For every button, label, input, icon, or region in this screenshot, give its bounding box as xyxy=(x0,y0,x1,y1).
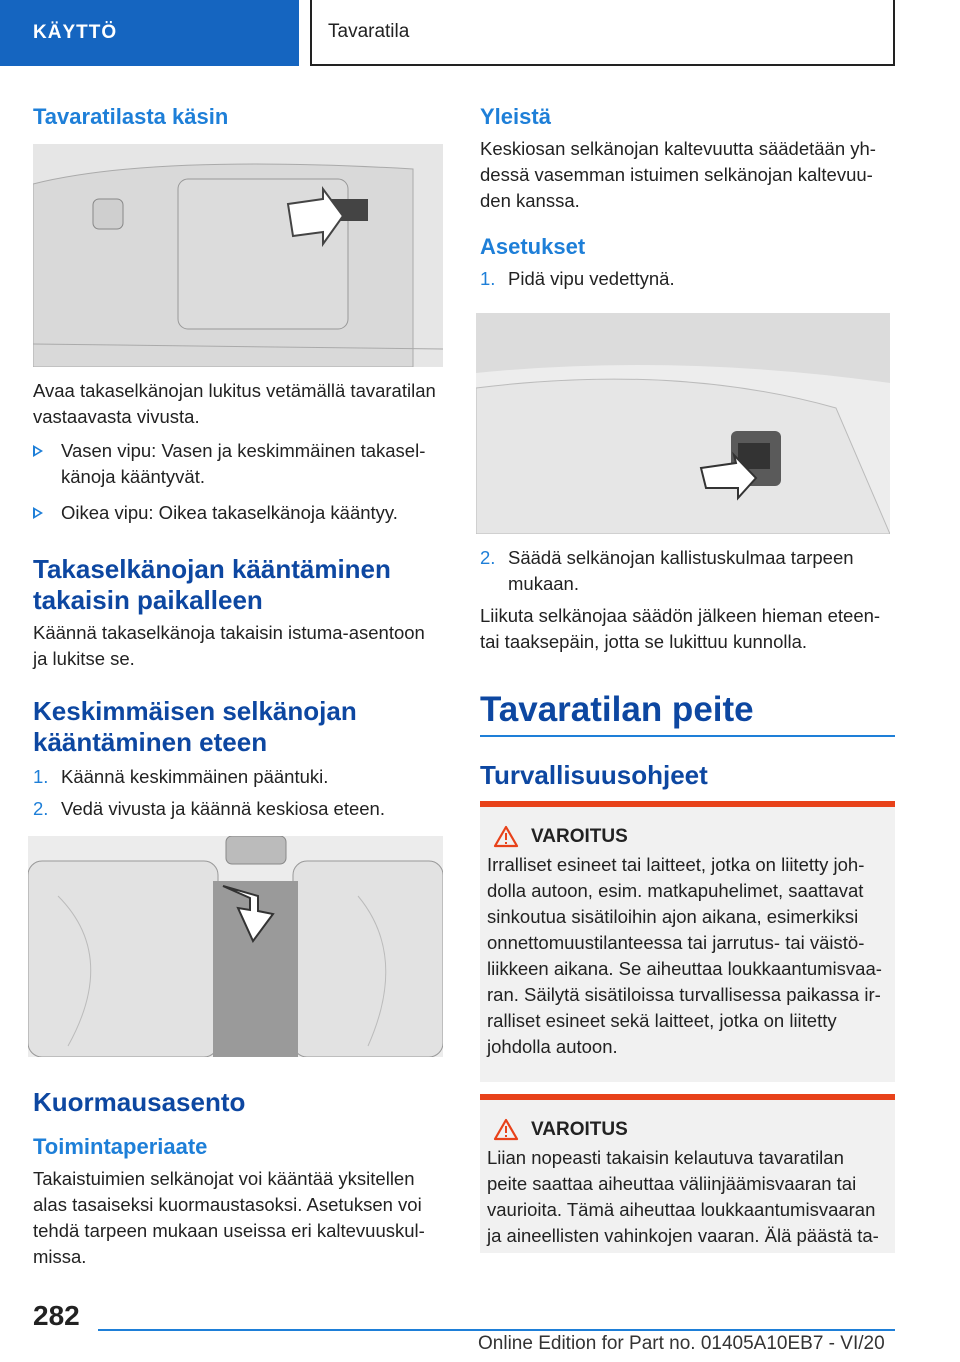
paragraph-takaistuimien: Takaistuimien selkänojat voi kääntää yksitellen alas tasaiseksi kuormaustasoksi. Asetuksen voi tehdä tarpeen mukaan useissa eri kaltevuuskul-missa. xyxy=(33,1168,425,1267)
triangle-bullet-icon xyxy=(33,507,43,519)
bullet-text: Oikea vipu: Oikea takaselkänoja kääntyy. xyxy=(61,502,398,523)
heading-tavaratilan-peite: Tavaratilan peite xyxy=(480,690,754,729)
step-number: 2. xyxy=(33,798,49,819)
paragraph-kaanna: Käännä takaselkänoja takaisin istuma-asentoon ja lukitse se. xyxy=(33,622,425,669)
step-text: Pidä vipu vedettynä. xyxy=(508,268,675,289)
warning-box xyxy=(480,1094,895,1253)
warning-text: Irralliset esineet tai laitteet, jotka on liitetty joh-dolla autoon, esim. matkapuhelimet, saattavat sinkoutua sisätiloihin ajon aikana, esimerkiksi onnettomuustilanteessa tai jarrutus- tai väistö-liikkeen aikana. Se aiheuttaa loukkaantumisvaa-ran. Säilytä sisätiloissa turvallisessa paikassa ir-ralliset esineet sekä laitteet, jotka on liitetty johdolla autoon. xyxy=(487,854,882,1057)
heading-asetukset: Asetukset xyxy=(480,234,586,259)
heading-toimintaperiaate: Toimintaperiaate xyxy=(33,1134,208,1159)
step-number: 2. xyxy=(480,547,496,568)
warning-text: Liian nopeasti takaisin kelautuva tavaratilan peite saattaa aiheuttaa väliinjäämisvaaran tai vaurioita. Tämä aiheuttaa loukkaantumisvaaran ja aineellisten vahinkojen vaaran. Älä päästä ta- xyxy=(487,1147,879,1246)
list-item xyxy=(33,796,443,822)
rear-seat-illustration xyxy=(28,836,443,1057)
list-item xyxy=(480,545,895,597)
heading-yleista: Yleistä xyxy=(480,104,551,129)
footer-edition: Online Edition for Part no. 01405A10EB7 - VI/20 xyxy=(478,1333,885,1354)
heading-tavaratilasta: Tavaratilasta käsin xyxy=(33,104,229,129)
section-divider xyxy=(480,735,895,737)
warning-triangle-icon xyxy=(493,1118,519,1141)
footer-divider xyxy=(98,1329,895,1331)
step-text: Vedä vivusta ja käännä keskiosa eteen. xyxy=(61,798,385,819)
warning-title: VAROITUS xyxy=(531,825,628,847)
warning-triangle-icon xyxy=(493,825,519,848)
triangle-bullet-icon xyxy=(33,445,43,457)
heading-takaselkanoja: Takaselkänojan kääntäminen takaisin paikalleen xyxy=(33,554,391,615)
bullet-text: Vasen vipu: Vasen ja keskimmäinen takasel-känoja kääntyvät. xyxy=(61,440,426,487)
heading-kuormausasento: Kuormausasento xyxy=(33,1087,246,1117)
page-header-title: Tavaratila xyxy=(310,0,895,66)
section-tab: KÄYTTÖ xyxy=(0,0,299,66)
trunk-lever-illustration xyxy=(33,144,443,367)
list-item xyxy=(33,500,443,526)
lever-closeup-illustration xyxy=(476,313,890,534)
paragraph-avaa: Avaa takaselkänojan lukitus vetämällä tavaratilan vastaavasta vivusta. xyxy=(33,380,436,427)
warning-box xyxy=(480,801,895,1082)
heading-keskimmaisen: Keskimmäisen selkänojan kääntäminen eteen xyxy=(33,696,357,757)
paragraph-liikuta: Liikuta selkänojaa säädön jälkeen hieman eteen- tai taaksepäin, jotta se lukittuu kunnolla. xyxy=(480,605,881,652)
step-number: 1. xyxy=(33,766,49,787)
step-number: 1. xyxy=(480,268,496,289)
list-item xyxy=(33,764,443,790)
list-item xyxy=(33,438,443,490)
list-item xyxy=(480,266,895,292)
step-text: Käännä keskimmäinen pääntuki. xyxy=(61,766,329,787)
paragraph-keskiosan: Keskiosan selkänojan kaltevuutta säädetään yh-dessä vasemman istuimen selkänojan kaltevuu-den kanssa. xyxy=(480,138,876,211)
warning-title: VAROITUS xyxy=(531,1118,628,1140)
step-text: Säädä selkänojan kallistuskulmaa tarpeen mukaan. xyxy=(508,547,854,594)
page-number: 282 xyxy=(33,1300,80,1331)
heading-turvallisuusohjeet: Turvallisuusohjeet xyxy=(480,760,708,790)
